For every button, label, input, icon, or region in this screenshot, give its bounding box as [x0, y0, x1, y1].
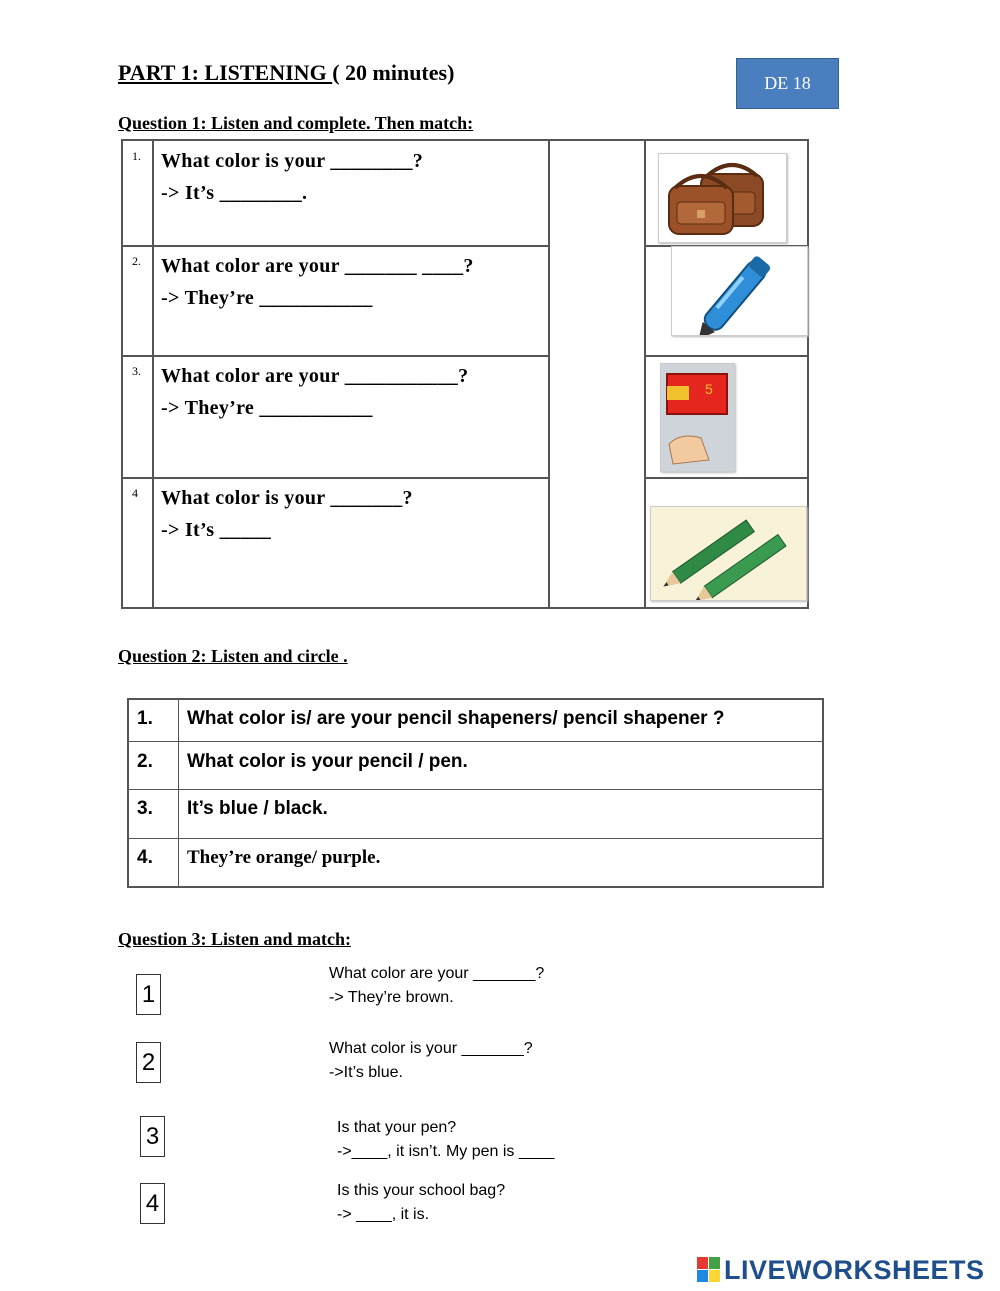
q1-row-divider — [123, 477, 548, 479]
q1-row-number: 2. — [132, 254, 141, 268]
liveworksheets-logo-icon — [697, 1257, 721, 1283]
pen-picture — [671, 246, 808, 336]
q1-answer: -> It’s _____ — [161, 519, 272, 541]
q3-item — [329, 1037, 533, 1085]
q3-answer: ->It’s blue. — [329, 1064, 403, 1081]
exam-code-badge: DE 18 — [736, 58, 839, 109]
q2-row-divider — [129, 838, 822, 839]
q2-row-text: What color is/ are your pencil shapeners/ pencil shapener ? — [187, 708, 725, 729]
q1-question: What color are your _______ ____? — [161, 255, 474, 277]
q1-row-number: 3. — [132, 364, 141, 378]
q2-row-text: They’re orange/ purple. — [187, 847, 381, 868]
q1-answer: -> They’re ___________ — [161, 397, 373, 419]
school-bags-picture — [658, 153, 787, 243]
q3-item — [337, 1179, 505, 1227]
q1-col-divider — [548, 141, 550, 607]
pen-icon — [672, 247, 807, 335]
part-duration: ( 20 minutes) — [332, 60, 455, 85]
q1-row-divider — [123, 245, 548, 247]
q3-answer: -> They’re brown. — [329, 989, 454, 1006]
q3-number-box: 4 — [140, 1183, 165, 1224]
q3-item — [329, 962, 544, 1010]
q2-row-divider — [129, 789, 822, 790]
logo-text: LIVEWORKSHEETS — [724, 1254, 985, 1285]
q1-row-divider — [123, 355, 548, 357]
q2-heading: Question 2: Listen and circle . — [118, 646, 348, 666]
q2-row-divider — [129, 741, 822, 742]
pencil-sharpener-picture — [660, 363, 735, 472]
q1-question: What color is your _______? — [161, 487, 413, 509]
liveworksheets-logo — [697, 1255, 985, 1285]
pencil-icon — [651, 507, 806, 600]
q1-row-divider — [644, 477, 809, 479]
q1-answer: -> They’re ___________ — [161, 287, 373, 309]
q2-row-text: What color is your pencil / pen. — [187, 751, 468, 772]
school-bag-icon — [659, 154, 786, 242]
part-title-text: PART 1: LISTENING — [118, 60, 333, 85]
q1-question: What color is your ________? — [161, 150, 424, 172]
q3-item — [337, 1116, 554, 1164]
q3-question: What color is your _______? — [329, 1040, 533, 1057]
q3-question: Is this your school bag? — [337, 1182, 506, 1199]
q3-answer: ->____, it isn’t. My pen is ____ — [337, 1143, 555, 1160]
pencils-picture — [650, 506, 807, 601]
q2-table — [127, 698, 824, 888]
q3-answer: -> ____, it is. — [337, 1206, 430, 1223]
q3-question: Is that your pen? — [337, 1119, 457, 1136]
q2-row-number: 2. — [137, 751, 153, 772]
q1-row-divider — [644, 355, 809, 357]
q2-row-number: 1. — [137, 708, 153, 729]
pencil-sharpener-icon — [661, 364, 734, 471]
q1-row-number: 4 — [132, 486, 138, 500]
q2-col-divider — [178, 700, 179, 886]
q3-number-box: 1 — [136, 974, 161, 1015]
q1-col-divider — [644, 141, 646, 607]
q2-row-text: It’s blue / black. — [187, 798, 328, 819]
q3-question: What color are your _______? — [329, 965, 545, 982]
q2-row-number: 3. — [137, 798, 153, 819]
q1-col-divider — [152, 141, 154, 607]
part-title — [118, 60, 454, 86]
q3-heading: Question 3: Listen and match: — [118, 929, 352, 949]
q1-question: What color are your ___________? — [161, 365, 469, 387]
q2-row-number: 4. — [137, 847, 153, 868]
q1-answer: -> It’s ________. — [161, 182, 308, 204]
q3-number-box: 2 — [136, 1042, 161, 1083]
q1-heading: Question 1: Listen and complete. Then match: — [118, 113, 474, 133]
svg-text:5: 5 — [705, 381, 713, 397]
q1-table — [121, 139, 809, 609]
q3-number-box: 3 — [140, 1116, 165, 1157]
q1-row-number: 1. — [132, 149, 141, 163]
